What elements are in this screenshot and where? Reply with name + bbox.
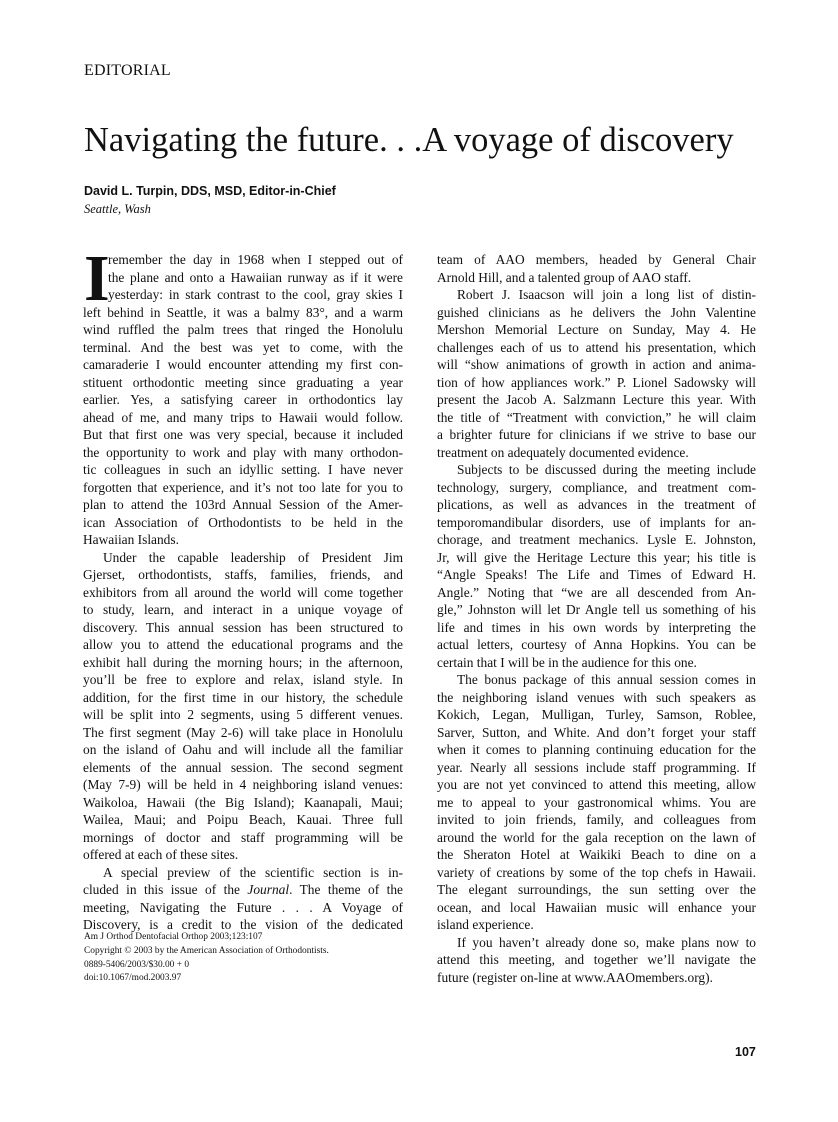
text-line: Robert J. Isaacson will join a long list of distin- — [457, 287, 756, 302]
author-location: Seattle, Wash — [84, 202, 151, 216]
section-label: EDITORIAL — [84, 62, 171, 79]
text-line: year. Nearly all sessions include staff programming. If — [437, 759, 756, 775]
text-line: left behind in Seattle, it was a balmy 83°, and a warm — [83, 304, 403, 320]
text-line: plications, as well as advances in the treatment of — [437, 497, 756, 512]
text-line: you’ll be free to explore and relax, island style. In — [83, 672, 403, 687]
footnote-line: doi:10.1067/mod.2003.97 — [84, 973, 182, 984]
text-line: wind ruffled the palm trees that ringed the Honolulu — [83, 322, 403, 337]
text-line: mornings of doctor and staff programming will be — [83, 829, 403, 845]
text-line: A special preview of the scientific section is in- — [103, 864, 403, 880]
text-line: certain that I will be in the audience for this one. — [437, 654, 697, 670]
text-line: Waikoloa, Hawaii (the Big Island); Kaanapali, Maui; — [83, 794, 403, 810]
text-line: future (register on-line at www.AAOmembers.org). — [437, 969, 713, 985]
right-column — [437, 251, 756, 986]
text-line: will “show animations of growth in action and anima- — [437, 357, 756, 372]
paragraph — [437, 461, 756, 671]
text-line: forgotten that experience, and it’s not too late for you to — [83, 479, 403, 495]
text-line — [83, 881, 403, 899]
text-line: the neighboring island venues with such speakers as — [437, 689, 756, 705]
text-line: to study, learn, and interact in a unique voyage of — [83, 602, 403, 617]
italic-text: Journal — [247, 882, 290, 897]
text-line: The elegant surroundings, the sun setting over the — [437, 882, 756, 897]
text-line: island experience. — [437, 917, 534, 932]
text-line: If you haven’t already done so, make plans now to — [457, 934, 756, 950]
text-line: “Angle Speaks! The Life and Times of Edward H. — [437, 567, 756, 582]
footnote-line: 0889-5406/2003/$30.00 + 0 — [84, 959, 190, 970]
text-line: yesterday: in stark contrast to the cool, gray skies I — [108, 287, 403, 302]
text-line: The bonus package of this annual session comes in — [457, 672, 756, 687]
text-line: present the Jacob A. Salzmann Lecture this year. With — [437, 392, 756, 407]
drop-cap: I — [84, 242, 110, 315]
text-line: elements of the annual session. The second segment — [83, 759, 403, 775]
text-line: earlier. Yes, a satisfying career in orthodontics lay — [83, 392, 403, 407]
citation-footnote — [84, 931, 329, 986]
paragraph — [83, 242, 403, 549]
text-line: Discovery, is a credit to the vision of the dedicated — [83, 917, 403, 932]
text-line: (May 7-9) will be held in 4 neighboring island venues: — [83, 777, 403, 792]
text-line: But that first one was very special, because it included — [83, 427, 403, 442]
text-line: Angle.” Noting that “we are all descended from An- — [437, 584, 756, 600]
text-line: addition, for the first time in our history, the schedule — [83, 689, 403, 705]
text-line: offered at each of these sites. — [83, 847, 239, 862]
text-line: ican Association of Orthodontists to be held in the — [83, 514, 403, 530]
text-line: on the island of Oahu and will include all the familiar — [83, 742, 403, 757]
text-line: camaraderie I would encounter attending my first con- — [83, 357, 403, 372]
text-line: a brighter future for clinicians if we strive to base our — [437, 427, 756, 442]
text-line: will be split into 2 segments, using 5 different venues. — [83, 707, 403, 722]
left-column — [83, 242, 403, 934]
text-line: team of AAO members, headed by General Chair — [437, 252, 756, 267]
text-line: you are not yet convinced to attend this meeting, allow — [437, 777, 756, 792]
text-line: temporomandibular disorders, use of implants for an- — [437, 514, 756, 530]
text-line: plan to attend the 103rd Annual Session of the Amer- — [83, 497, 403, 512]
footnote-line: Copyright © 2003 by the American Association of Orthodontists. — [84, 945, 329, 956]
paragraph — [437, 251, 756, 286]
text-line: technology, surgery, compliance, and treatment com- — [437, 479, 756, 495]
text-line: when it comes to planning continuing education for the — [437, 742, 756, 757]
page-number: 107 — [735, 1045, 756, 1059]
text-line: Under the capable leadership of President Jim — [103, 549, 403, 565]
text-line: the title of “Treatment with conviction,” he will claim — [437, 409, 756, 425]
text-line: me to appeal to your gastronomical whims. You are — [437, 794, 756, 810]
text-line: meeting, Navigating the Future . . . A Voyage of — [83, 899, 403, 915]
text-line: the opportunity to work and play with many orthodon- — [83, 444, 403, 460]
text-line: life and times in his own words by interpreting the — [437, 619, 756, 635]
text-span: cluded in this issue of the — [83, 882, 248, 897]
text-line: gle,” Johnston will let Dr Angle tell us something of his — [437, 602, 756, 617]
article-title: Navigating the future. . .A voyage of discovery — [84, 121, 734, 159]
footnote-line: Am J Orthod Dentofacial Orthop 2003;123:107 — [84, 932, 263, 942]
text-line: challenges each of us to attend his presentation, which — [437, 339, 756, 355]
text-line: allow you to attend the educational programs and the — [83, 637, 403, 652]
text-span: . The theme of the — [289, 882, 403, 897]
text-line: remember the day in 1968 when I stepped out of — [108, 252, 403, 267]
text-line: the Sheraton Hotel at Waikiki Beach to dine on a — [437, 847, 756, 862]
text-line: invited to join friends, family, and colleagues from — [437, 812, 756, 827]
text-line: Kokich, Legan, Mulligan, Turley, Samson, Roblee, — [437, 707, 756, 722]
text-line: guished clinicians as he delivers the John Valentine — [437, 304, 756, 320]
paragraph — [437, 934, 756, 987]
text-line: terminal. And the best was yet to come, with the — [83, 339, 403, 355]
paragraph — [83, 549, 403, 864]
text-line: stituent orthodontic meeting since graduating a year — [83, 374, 403, 390]
text-line: around the world for the gala reception on the lawn of — [437, 829, 756, 845]
text-line: Gjerset, orthodontists, staffs, families, friends, and — [83, 567, 403, 582]
text-line: Arnold Hill, and a talented group of AAO staff. — [437, 269, 692, 285]
text-line: exhibit hall during the morning hours; in the afternoon, — [83, 654, 403, 670]
text-line: discovery. This annual session has been structured to — [83, 619, 403, 635]
text-line: The first segment (May 2-6) will take place in Honolulu — [83, 724, 403, 740]
text-line: attend this meeting, and together we’ll navigate the — [437, 952, 756, 967]
text-line: Wailea, Maui; and Poipu Beach, Kauai. Three full — [83, 812, 403, 827]
text-line: Subjects to be discussed during the meeting include — [457, 462, 756, 477]
text-line: Sarver, Sutton, and White. And don’t forget your staff — [437, 724, 756, 740]
text-line: Mershon Memorial Lecture on Sunday, May 4. He — [437, 322, 756, 337]
text-line: Jr, will give the Heritage Lecture this year; his title is — [437, 549, 756, 565]
paragraph — [437, 286, 756, 461]
text-line: treatment on adequately documented evidence. — [437, 444, 689, 460]
text-line: actual letters, courtesy of Anna Hopkins. You can be — [437, 637, 756, 652]
paragraph — [437, 671, 756, 934]
text-line: ahead of me, and many trips to Hawaii would follow. — [83, 409, 403, 425]
author-byline: David L. Turpin, DDS, MSD, Editor-in-Chief — [84, 184, 336, 198]
text-line: ocean, and local Hawaiian music will enhance your — [437, 899, 756, 915]
text-line: tion of how appliances work.” P. Lionel Sadowsky will — [437, 374, 756, 390]
text-line: Hawaiian Islands. — [83, 532, 179, 547]
paragraph — [83, 864, 403, 934]
text-line: tic colleagues in such an idyllic setting. I have never — [83, 462, 403, 477]
text-line: the plane and onto a Hawaiian runway as if it were — [108, 269, 403, 285]
text-line: exhibitors from all around the world will come together — [83, 584, 403, 600]
text-line: variety of creations by some of the top chefs in Hawaii. — [437, 864, 756, 880]
text-line: chorage, and treatment mechanics. Lysle E. Johnston, — [437, 532, 756, 547]
